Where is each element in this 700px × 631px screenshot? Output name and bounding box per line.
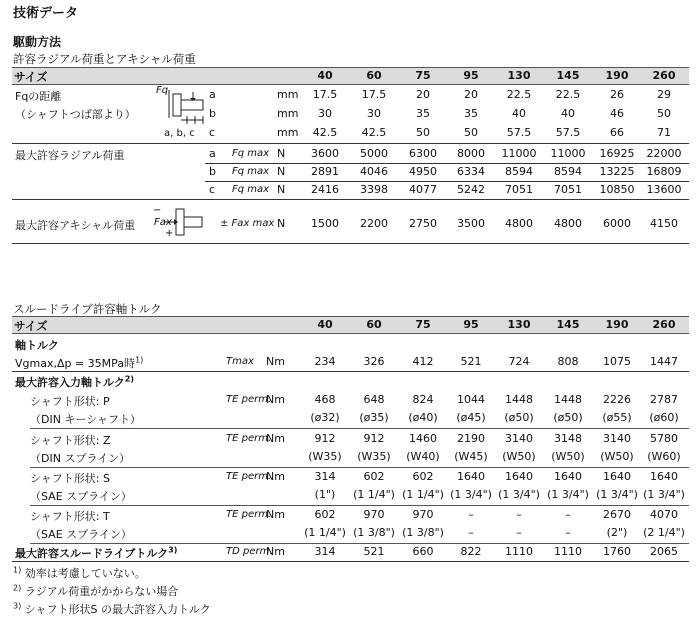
radial-load-value: 16925 [599,147,635,160]
torque-condition [15,355,143,371]
shaft-spec-value: (1 3/4") [643,488,685,501]
footnote [13,583,178,599]
size-header-cell: 95 [463,69,479,82]
shaft-spec-value: (1 1/4") [304,526,346,539]
distance-value: 22.5 [555,88,581,101]
shaft-spec-value: – [516,526,522,539]
footnote-ref: 2) [124,374,135,384]
unit-label: Nm [266,545,285,558]
radial-load-value: 22000 [646,147,682,160]
radial-load-value: 4046 [360,165,388,178]
radial-load-value: 8000 [457,147,485,160]
divider [12,561,689,562]
fax-diagram-label: Fax [154,217,172,228]
size-header-cell: 190 [605,318,629,331]
footnote-text: シャフト形状S の最大許容入力トルク [21,603,211,616]
abc-diagram-label: a, b, c [164,128,195,139]
axial-load-label: 最大許容アキシャル荷重 [15,219,136,232]
footnote-mark: 1) [13,565,22,575]
shaft-spec-value: (W50) [502,450,536,463]
torque-symbol: Tmax [226,356,254,367]
radial-load-value: 3398 [360,183,388,196]
shaft-sublabel: （SAE スプライン） [30,490,132,503]
page-title: 技術データ [13,6,79,21]
size-header-cell: 75 [415,318,431,331]
distance-value: 17.5 [312,88,338,101]
unit-label: N [277,183,286,196]
shaft-spec-value: (ø50) [504,411,534,424]
shaft-torque-value: 314 [314,470,336,483]
footnote-ref: 3) [168,545,178,555]
shaft-torque-value: 1044 [457,393,485,406]
distance-value: 66 [610,126,624,139]
shaft-torque-value: 602 [363,470,385,483]
shaft-torque-value: 4070 [650,508,678,521]
table2-header-label: サイズ [14,319,48,333]
shaft-spec-value: (1 3/4") [498,488,540,501]
thru-drive-value: 2065 [650,545,678,558]
unit-label: Nm [266,432,285,445]
shaft-label: シャフト形状: T [30,510,110,523]
distance-value: 20 [416,88,430,101]
shaft-spec-value: (1 3/4") [450,488,492,501]
radial-load-value: 7051 [554,183,582,196]
radial-load-value: 5000 [360,147,388,160]
radial-load-value: 13225 [599,165,635,178]
divider [205,181,689,182]
distance-value: 46 [610,107,624,120]
shaft-spec-value: (W40) [406,450,440,463]
axial-load-value: 4800 [554,217,582,230]
thru-drive-value: 822 [460,545,482,558]
shaft-torque-value: 2670 [603,508,631,521]
shaft-torque-value: 3140 [505,432,533,445]
unit-label: mm [277,88,299,101]
distance-value: 71 [657,126,671,139]
distance-value: 57.5 [506,126,532,139]
radial-load-value: 11000 [550,147,586,160]
torque-value: 1447 [650,355,678,368]
shaft-torque-value: – [516,508,522,521]
radial-load-value: 11000 [501,147,537,160]
shaft-spec-value: (1 1/4") [402,488,444,501]
radial-load-label: 最大許容ラジアル荷重 [15,149,125,162]
shaft-label: シャフト形状: P [30,395,110,408]
size-header-cell: 40 [317,318,333,331]
shaft-sublabel: （DIN キーシャフト） [30,413,141,426]
distance-value: 57.5 [555,126,581,139]
distance-value: 26 [610,88,624,101]
shaft-spec-value: (1") [314,488,336,501]
row-key: a [209,88,216,101]
shaft-label: シャフト形状: Z [30,434,111,447]
divider [30,543,689,544]
footnote-text: 効率は考慮していない。 [21,567,146,580]
distance-value: 30 [318,107,332,120]
shaft-torque-value: 1640 [650,470,678,483]
footnote-text: ラジアル荷重がかからない場合 [21,585,179,598]
torque-symbol: TE perm. [226,433,272,444]
divider [30,467,689,468]
unit-label: mm [277,107,299,120]
size-header-cell: 130 [507,318,531,331]
unit-label: Nm [266,508,285,521]
shaft-spec-value: (ø35) [359,411,389,424]
axial-load-value: 3500 [457,217,485,230]
divider [12,143,689,144]
thru-drive-value: 1110 [554,545,582,558]
shaft-spec-value: (W50) [551,450,585,463]
shaft-torque-value: 3148 [554,432,582,445]
distance-value: 42.5 [361,126,387,139]
shaft-sublabel: （DIN スプライン） [30,452,131,465]
row-key: c [209,126,216,139]
shaft-torque-value: 912 [363,432,385,445]
shaft-spec-value: (1 3/4") [596,488,638,501]
row-key: b [209,107,216,120]
shaft-torque-value: 602 [412,470,434,483]
shaft-torque-value: 3140 [603,432,631,445]
shaft-spec-value: (1 3/8") [353,526,395,539]
torque-value: 808 [557,355,579,368]
shaft-spec-value: (1 3/8") [402,526,444,539]
thru-drive-value: 1760 [603,545,631,558]
unit-label: N [277,165,286,178]
shaft-spec-value: (2 1/4") [643,526,685,539]
torque-value: 1075 [603,355,631,368]
thru-drive-text: 最大許容スルードライブトルク [15,547,169,560]
force-symbol: Fq max [232,166,270,177]
radial-load-value: 8594 [505,165,533,178]
axial-load-value: 4800 [505,217,533,230]
unit-label: mm [277,126,299,139]
force-symbol: Fq max [232,148,270,159]
torque-value: 326 [363,355,385,368]
distance-value: 29 [657,88,671,101]
torque-symbol: TE perm. [226,509,272,520]
axial-load-value: 4150 [650,217,678,230]
shaft-spec-value: (ø32) [310,411,340,424]
shaft-torque-value: 970 [363,508,385,521]
axial-load-value: 2200 [360,217,388,230]
shaft-spec-value: (W35) [357,450,391,463]
shaft-torque-value: 912 [314,432,336,445]
table2-heading: スルードライブ許容軸トルク [13,302,162,316]
axial-load-value: 1500 [311,217,339,230]
fq-distance-sublabel: （シャフトつば部より） [15,108,136,121]
shaft-torque-value: 602 [314,508,336,521]
distance-value: 30 [367,107,381,120]
thru-drive-value: 314 [314,545,336,558]
force-symbol: ± Fax max [220,218,275,229]
shaft-torque-value: 648 [363,393,385,406]
shaft-spec-value: (W60) [647,450,681,463]
radial-load-value: 6300 [409,147,437,160]
torque-symbol: TE perm. [226,394,272,405]
size-header-cell: 130 [507,69,531,82]
size-header-cell: 145 [556,318,580,331]
shaft-spec-value: (ø50) [553,411,583,424]
size-header-cell: 40 [317,69,333,82]
shaft-spec-value: (W35) [308,450,342,463]
thru-drive-value: 1110 [505,545,533,558]
distance-value: 50 [657,107,671,120]
unit-label: Nm [266,470,285,483]
table1-header-label: サイズ [14,70,48,84]
radial-load-value: 8594 [554,165,582,178]
radial-load-value: 16809 [646,165,682,178]
shaft-spec-value: (W45) [454,450,488,463]
shaft-torque-value: 5780 [650,432,678,445]
shaft-torque-value: 824 [412,393,434,406]
torque-symbol: TD perm. [226,546,273,557]
thru-drive-value: 521 [363,545,385,558]
input-torque-text: 最大許容入力軸トルク [15,376,125,389]
shaft-torque-value: 1640 [505,470,533,483]
size-header-cell: 60 [366,69,382,82]
table1-heading: 許容ラジアル荷重とアキシャル荷重 [13,52,196,66]
unit-label: N [277,147,286,160]
divider [30,428,689,429]
section-heading: 駆動方法 [13,35,62,49]
radial-load-value: 10850 [599,183,635,196]
shaft-torque-value: – [565,508,571,521]
footnote-mark: 3) [13,601,22,611]
distance-value: 20 [464,88,478,101]
row-key: a [209,147,216,160]
shaft-spec-value: (W50) [600,450,634,463]
shaft-sublabel: （SAE スプライン） [30,528,132,541]
thru-drive-label [15,545,177,561]
shaft-spec-value: (ø60) [649,411,679,424]
shaft-torque-value: 468 [314,393,336,406]
distance-value: 22.5 [506,88,532,101]
radial-load-value: 2891 [311,165,339,178]
radial-load-value: 3600 [311,147,339,160]
divider [12,243,689,244]
shaft-torque-value: 2190 [457,432,485,445]
divider [205,163,689,164]
shaft-spec-value: – [468,526,474,539]
shaft-spec-value: – [565,526,571,539]
divider [12,371,689,372]
distance-value: 50 [416,126,430,139]
distance-value: 40 [512,107,526,120]
shaft-torque-value: 2226 [603,393,631,406]
unit-label: Nm [266,393,285,406]
size-header-cell: 260 [652,69,676,82]
shaft-torque-value: 1448 [505,393,533,406]
distance-value: 50 [464,126,478,139]
distance-value: 42.5 [312,126,338,139]
shaft-torque-value: 1460 [409,432,437,445]
shaft-spec-value: (ø40) [408,411,438,424]
unit-label: Nm [266,355,285,368]
footnote [13,565,146,581]
axial-load-value: 2750 [409,217,437,230]
footnote [13,601,211,617]
radial-load-value: 7051 [505,183,533,196]
size-header-cell: 145 [556,69,580,82]
row-key: c [209,183,216,196]
size-header-cell: 60 [366,318,382,331]
radial-load-value: 6334 [457,165,485,178]
fq-diagram-label: Fq [156,85,169,96]
torque-value: 234 [314,355,336,368]
thru-drive-value: 660 [412,545,434,558]
torque-value: 521 [460,355,482,368]
shaft-spec-value: (ø55) [602,411,632,424]
size-header-cell: 260 [652,318,676,331]
distance-value: 35 [464,107,478,120]
shaft-spec-value: (1 1/4") [353,488,395,501]
shaft-label: シャフト形状: S [30,472,110,485]
force-symbol: Fq max [232,184,270,195]
input-torque-label [15,374,134,390]
shaft-torque-value: 2787 [650,393,678,406]
divider [12,199,689,200]
axial-load-value: 6000 [603,217,631,230]
shaft-torque-value: 1448 [554,393,582,406]
shaft-spec-value: (1 3/4") [547,488,589,501]
shaft-torque-value: 970 [412,508,434,521]
radial-load-value: 2416 [311,183,339,196]
shaft-torque-value: 1640 [603,470,631,483]
radial-load-value: 5242 [457,183,485,196]
fq-distance-label: Fqの距離 [15,90,62,103]
unit-label: N [277,217,286,230]
size-header-cell: 95 [463,318,479,331]
radial-load-value: 4077 [409,183,437,196]
row-key: b [209,165,216,178]
divider [30,505,689,506]
distance-value: 40 [561,107,575,120]
size-header-cell: 190 [605,69,629,82]
shaft-spec-value: (ø45) [456,411,486,424]
shaft-torque-value: – [468,508,474,521]
torque-condition-text: Vgmax,Δp = 35MPa時 [15,357,136,370]
distance-value: 35 [416,107,430,120]
shaft-spec-value: (2") [606,526,628,539]
distance-value: 17.5 [361,88,387,101]
torque-value: 412 [412,355,434,368]
radial-load-value: 4950 [409,165,437,178]
torque-label: 軸トルク [15,339,59,352]
footnote-mark: 2) [13,583,22,593]
shaft-torque-value: 1640 [554,470,582,483]
shaft-torque-value: 1640 [457,470,485,483]
footnote-ref: 1) [135,355,144,365]
axial-plus-sign: + [165,228,174,239]
size-header-cell: 75 [415,69,431,82]
torque-value: 724 [508,355,530,368]
radial-load-value: 13600 [646,183,682,196]
axial-minus-sign: − [153,205,162,216]
torque-symbol: TE perm. [226,471,272,482]
